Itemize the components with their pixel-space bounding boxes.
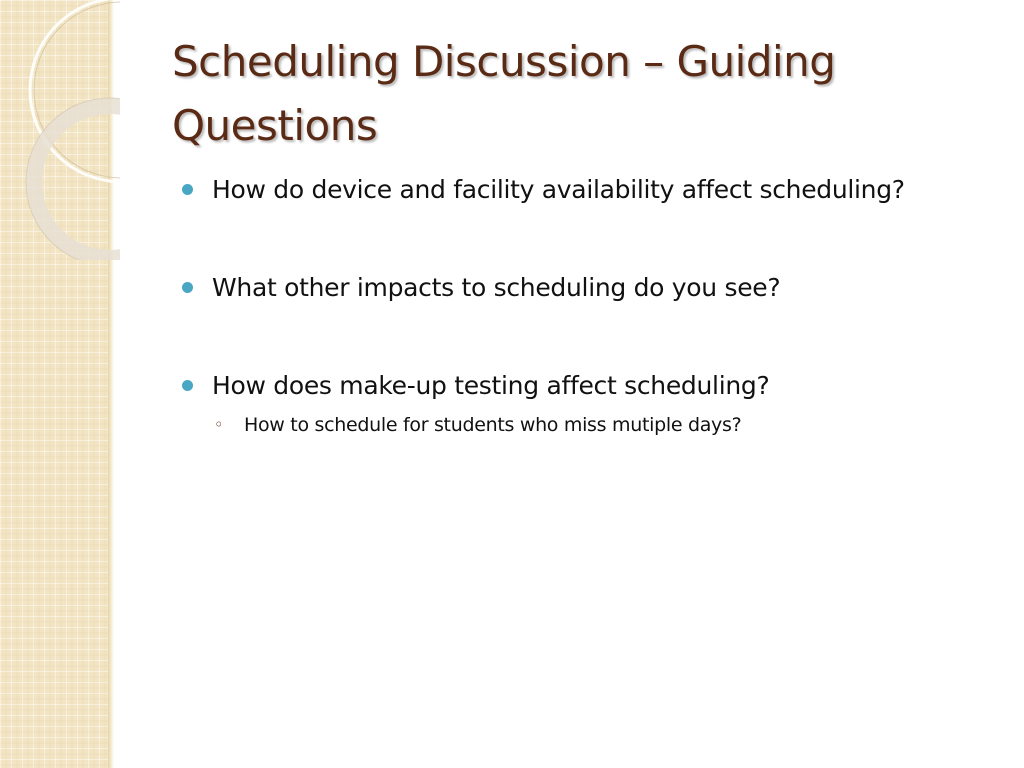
bullet-text: How does make-up testing affect scheduling? [212, 371, 770, 400]
bullet-item [182, 364, 1002, 442]
sub-bullet-text: How to schedule for students who miss mutiple days? [244, 414, 742, 436]
filled-circle-bullet-icon [182, 380, 193, 391]
bullet-item [182, 266, 1002, 310]
hollow-circle-bullet-icon: ◦ [214, 415, 224, 434]
bullet-list [182, 168, 1002, 442]
slide-title: Scheduling Discussion – Guiding Questions [172, 37, 836, 150]
ring-decoration-icon [0, 0, 120, 260]
bullet-item [182, 168, 1002, 212]
sub-bullet-list [212, 408, 1002, 442]
filled-circle-bullet-icon [182, 184, 193, 195]
bullet-text: What other impacts to scheduling do you see? [212, 273, 781, 302]
bullet-text: How do device and facility availability affect scheduling? [212, 175, 905, 204]
sub-bullet-item [214, 408, 1002, 442]
filled-circle-bullet-icon [182, 282, 193, 293]
